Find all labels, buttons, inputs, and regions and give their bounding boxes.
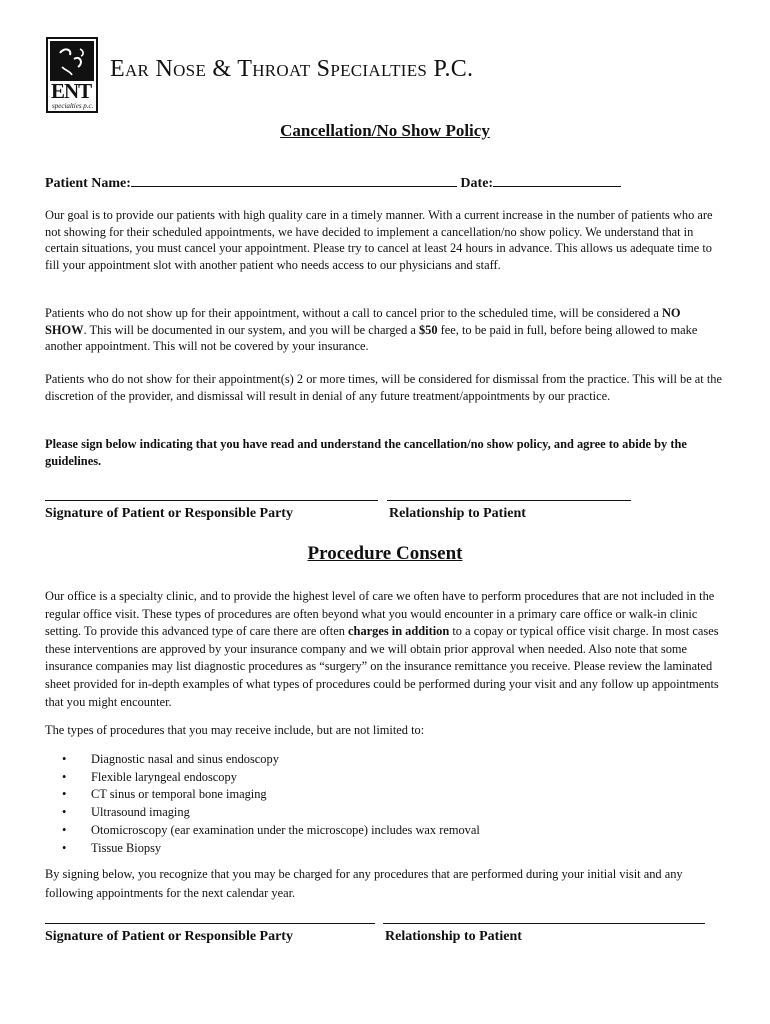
patient-info-row	[45, 172, 621, 192]
consent-closing-text: By signing below, you recognize that you may be charged for any procedures that are performed during your initial visit and any following appointments for the next calendar year.	[45, 867, 683, 900]
consent-paragraph-1: Our office is a specialty clinic, and to provide the highest level of care we often have to perform procedures that are not included in the regular office visit. These types of procedures are often beyond what you would encounter in a primary care office or walk-in clinic setting. To provide this advanced type of care there are often charges in addition to a copay or typical office visit charge. In most cases these interventions are approved by your insurance company and we will obtain prior approval when needed. Also note that some insurance companies may list diagnostic procedures as “surgery” on the insurance remittance you receive. Please review the laminated sheet provided for in-depth examples of what types of procedures could be performed during your visit and any follow up appointments that you might encounter.	[45, 589, 719, 709]
procedure-types-intro: The types of procedures that you may receive include, but are not limited to:	[45, 723, 425, 737]
procedure-item: • Tissue Biopsy	[62, 840, 162, 855]
company-logo	[46, 37, 98, 113]
procedure-item: • Flexible laryngeal endoscopy	[62, 769, 237, 784]
policy-agreement-text: Please sign below indicating that you have read and understand the cancellation/no show policy, and agree to abide by the guidelines.	[45, 437, 687, 468]
procedure-item: • Otomicroscopy (ear examination under the microscope) includes wax removal	[62, 822, 480, 837]
procedure-item: • Diagnostic nasal and sinus endoscopy	[62, 752, 279, 766]
date-field[interactable]	[493, 172, 621, 187]
patient-name-field[interactable]	[131, 172, 457, 187]
company-name: Ear Nose & Throat Specialties P.C.	[110, 56, 474, 82]
relationship-label-2: Relationship to Patient	[385, 929, 522, 944]
procedure-item: • Ultrasound imaging	[62, 805, 190, 820]
policy-paragraph-1: Our goal is to provide our patients with high quality care in a timely manner. With a current increase in the number of patients who are not showing for their scheduled appointments, we have decided to implement a cancellation/no show policy. We understand that in certain situations, you must cancel your appointment. Please try to cancel at least 24 hours in advance. This allows us adequate time to fill your appointment slot with another patient who needs access to our physicians and staff.	[45, 208, 713, 272]
procedure-list	[62, 751, 480, 857]
signature-line-2[interactable]	[45, 923, 375, 924]
policy-paragraph-2: Patients who do not show up for their appointment, without a call to cancel prior to the scheduled time, will be considered a NO SHOW. This will be documented in our system, and you will be charged a $50 fee, to be paid in full, before being allowed to make another appointment. This will not be covered by your insurance.	[45, 306, 698, 354]
cancellation-policy-title: Cancellation/No Show Policy	[280, 121, 490, 140]
relationship-label-1: Relationship to Patient	[389, 506, 526, 521]
logo-text: ENT	[51, 79, 92, 103]
logo-emblem	[50, 41, 94, 81]
patient-name-label: Patient Name:	[45, 176, 131, 191]
procedure-consent-title: Procedure Consent	[307, 543, 463, 564]
signature-label-1: Signature of Patient or Responsible Party	[45, 506, 293, 521]
policy-paragraph-3: Patients who do not show for their appointment(s) 2 or more times, will be considered for dismissal from the practice. This will be at the discretion of the provider, and dismissal will result in denial of any future treatment/appointments by our practice.	[45, 372, 722, 403]
fee-amount: $50	[418, 322, 438, 337]
signature-label-2: Signature of Patient or Responsible Party	[45, 929, 293, 944]
signature-line-1[interactable]	[45, 500, 378, 501]
date-label: Date:	[460, 176, 494, 191]
charges-in-addition-text: charges in addition	[348, 624, 450, 639]
procedure-item: • CT sinus or temporal bone imaging	[62, 787, 267, 802]
relationship-line-2[interactable]	[383, 923, 705, 924]
relationship-line-1[interactable]	[387, 500, 631, 501]
no-show-text: NO SHOW	[45, 306, 681, 337]
logo-subtext: specialties p.c.	[52, 102, 94, 110]
